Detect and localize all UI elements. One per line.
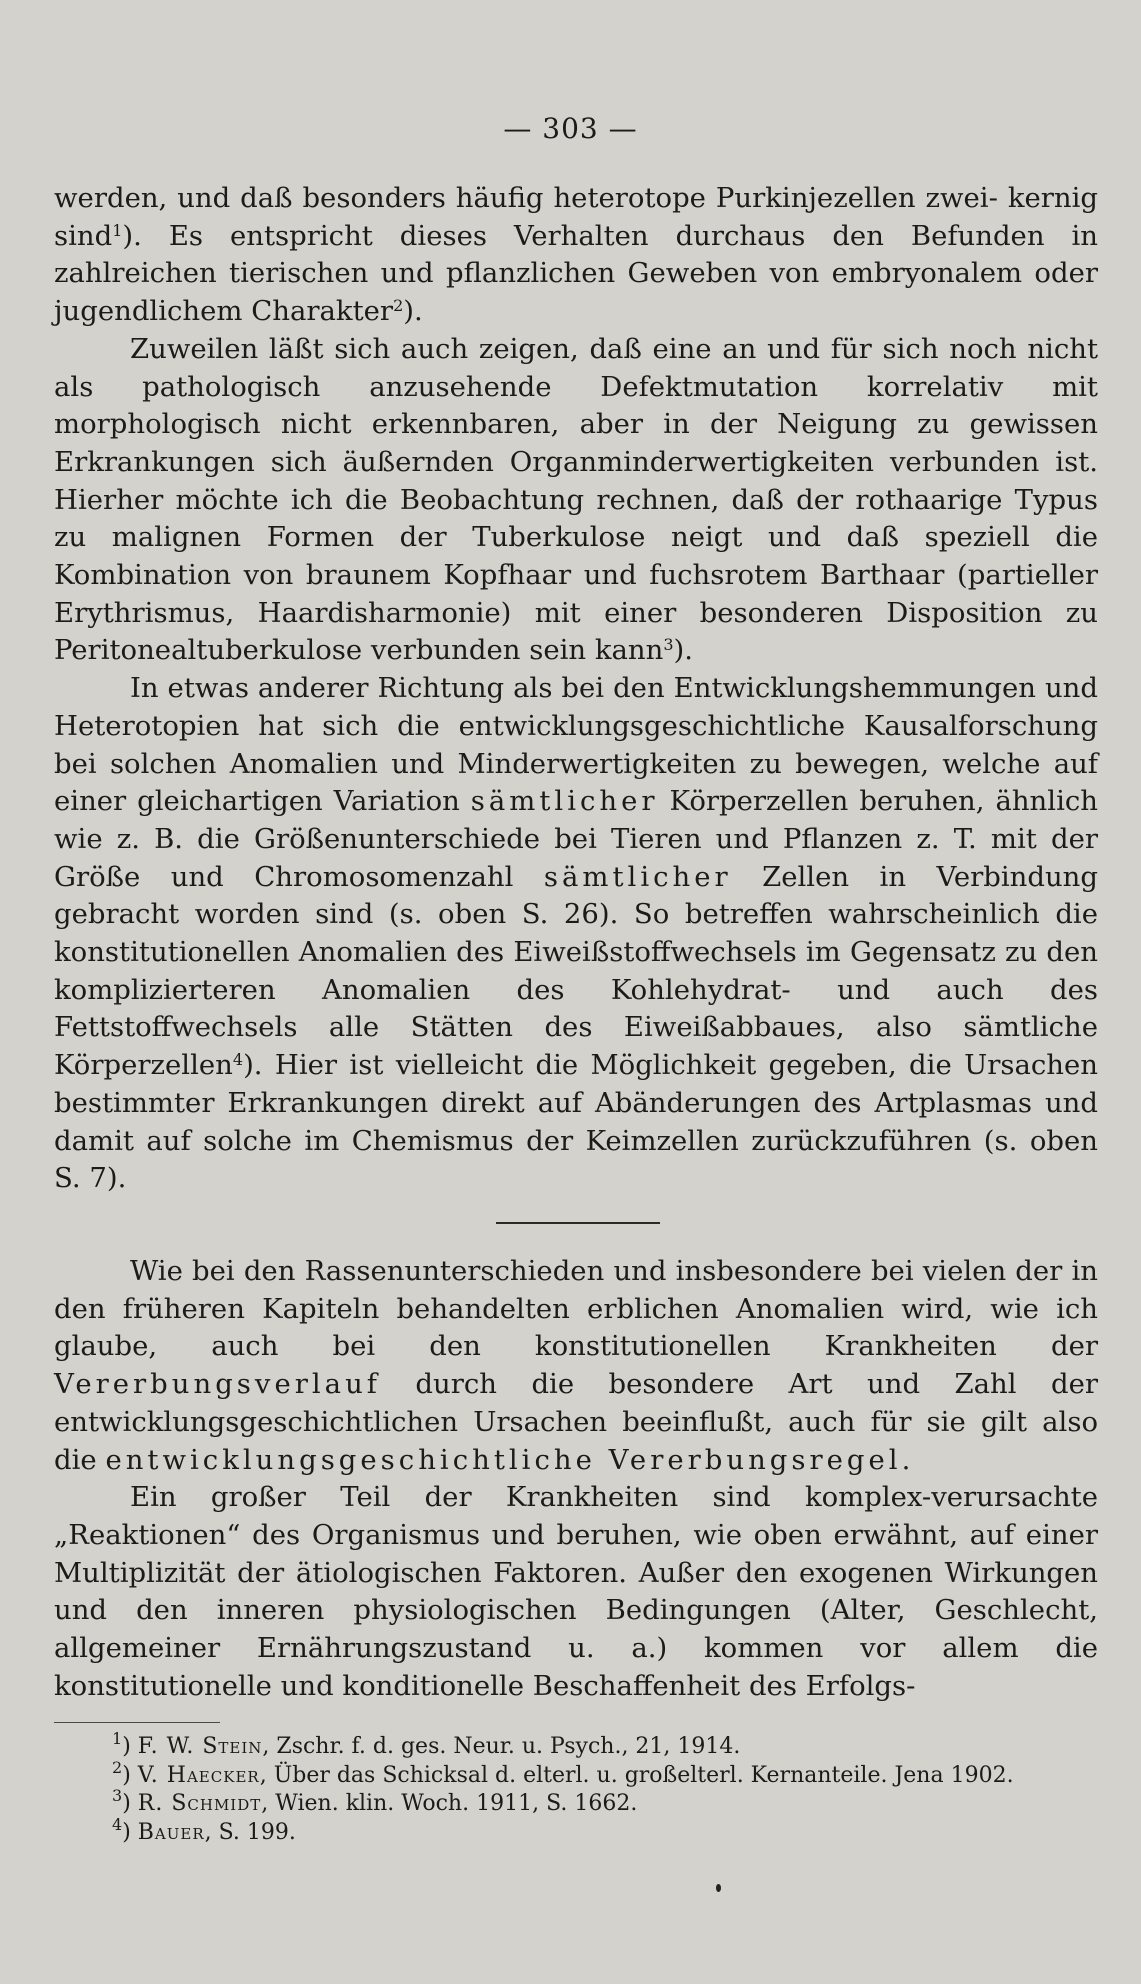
emphasis-spaced: entwicklungsgeschichtliche Vererbungsregel. xyxy=(105,1443,915,1476)
footnote-4: $^4$) Bauer, S. 199. xyxy=(112,1814,296,1845)
footnote-ref-4[interactable]: 4 xyxy=(232,1050,244,1070)
footnote-2: $^2$) V. Haecker, Über das Schicksal d. elterl. u. großelterl. Kernanteile. Jena 1902. xyxy=(112,1757,1014,1788)
section-divider xyxy=(496,1222,660,1224)
footnote-ref-1[interactable]: 1 xyxy=(112,220,123,240)
footnote-ref-2[interactable]: 2 xyxy=(393,296,404,316)
emphasis-spaced: sämtlicher xyxy=(470,785,659,818)
footnote-3: $^3$) R. Schmidt, Wien. klin. Woch. 1911, S. 1662. xyxy=(112,1786,638,1816)
paragraph-2: Zuweilen läßt sich auch zeigen, daß eine an und für sich noch nicht als pathologisch anzusehende Defektmutation korrelativ mit morphologisch nicht erkennbaren, aber in der Neigung zu gewissen Erkrankungen sich äußernden Organminderwertigkeiten verbunden ist. Hierher möchte ich die Beobachtung rechnen, daß der rothaarige Typus zu malignen Formen der Tuberkulose neigt und daß speziell die Kombination von braunem Kopfhaar und fuchsrotem Barthaar (partieller Erythrismus, Haardisharmonie) mit einer besonderen Disposition zu Peritonealtuberkulose verbunden sein kann$^3$). xyxy=(54,332,1098,667)
paragraph-5: Ein großer Teil der Krankheiten sind komplex-verursachte „Reaktionen“ des Organismus und beruhen, wie oben erwähnt, auf einer Multiplizität der ätiologischen Faktoren. Außer den exogenen Wirkungen und den inneren physiologischen Bedingungen (Alter, Geschlecht, allgemeiner Ernährungszustand u. a.) kommen vor allem die konstitutionelle und konditionelle Beschaffenheit des Erfolgs- xyxy=(54,1481,1098,1702)
footnote-divider xyxy=(54,1722,220,1723)
paragraph-1: werden, und daß besonders häufig heterotope Purkinjezellen zwei- kernig sind$^1$). Es entspricht dieses Verhalten durchaus den Befunden in zahlreichen tierischen und pflanzlichen Geweben von embryonalem oder jugendlichem Charakter$^2$). xyxy=(54,182,1099,328)
emphasis-spaced: sämtlicher xyxy=(543,860,732,893)
page-number: — 303 — xyxy=(503,112,638,145)
text-block-upper xyxy=(54,180,1098,1198)
paragraph-3: In etwas anderer Richtung als bei den Entwicklungshemmungen und Heterotopien hat sich die entwicklungsgeschichtliche Kausalforschung bei solchen Anomalien und Minderwertigkeiten zu bewegen, welche auf einer gleichartigen Variation sämtlicher Körperzellen beruhen, ähnlich wie z. B. die Größenunterschiede bei Tieren und Pflanzen z. T. mit der Größe und Chromosomenzahl sämtlicher Zellen in Verbindung gebracht worden sind (s. oben S. 26). So betreffen wahrscheinlich die konstitutionellen Anomalien des Eiweißstoffwechsels im Gegensatz zu den komplizierteren Anomalien des Kohlehydrat- und auch des Fettstoffwechsels alle Stätten des Eiweißabbaues, also sämtliche Körperzellen$^4$). Hier ist vielleicht die Möglichkeit gegeben, die Ursachen bestimmter Erkrankungen direkt auf Abänderungen des Artplasmas und damit auf solche im Chemismus der Keimzellen zurückzuführen (s. oben S. 7). xyxy=(54,672,1098,1195)
footnote-1: $^1$) F. W. Stein, Zschr. f. d. ges. Neur. u. Psych., 21, 1914. xyxy=(112,1729,741,1759)
ink-speck xyxy=(716,1884,721,1892)
paragraph-4: Wie bei den Rassenunterschieden und insbesondere bei vielen der in den früheren Kapiteln behandelten erblichen Anomalien wird, wie ich glaube, auch bei den konstitutionellen Krankheiten der Vererbungsverlauf durch die besondere Art und Zahl der entwicklungsgeschichtlichen Ursachen beeinflußt, auch für sie gilt also die entwicklungsgeschichtliche Vererbungsregel. xyxy=(54,1255,1098,1476)
emphasis-spaced: Vererbungsverlauf xyxy=(54,1368,381,1401)
footnotes xyxy=(112,1729,1102,1847)
footnote-ref-3[interactable]: 3 xyxy=(663,635,674,655)
text-block-lower xyxy=(54,1253,1098,1705)
